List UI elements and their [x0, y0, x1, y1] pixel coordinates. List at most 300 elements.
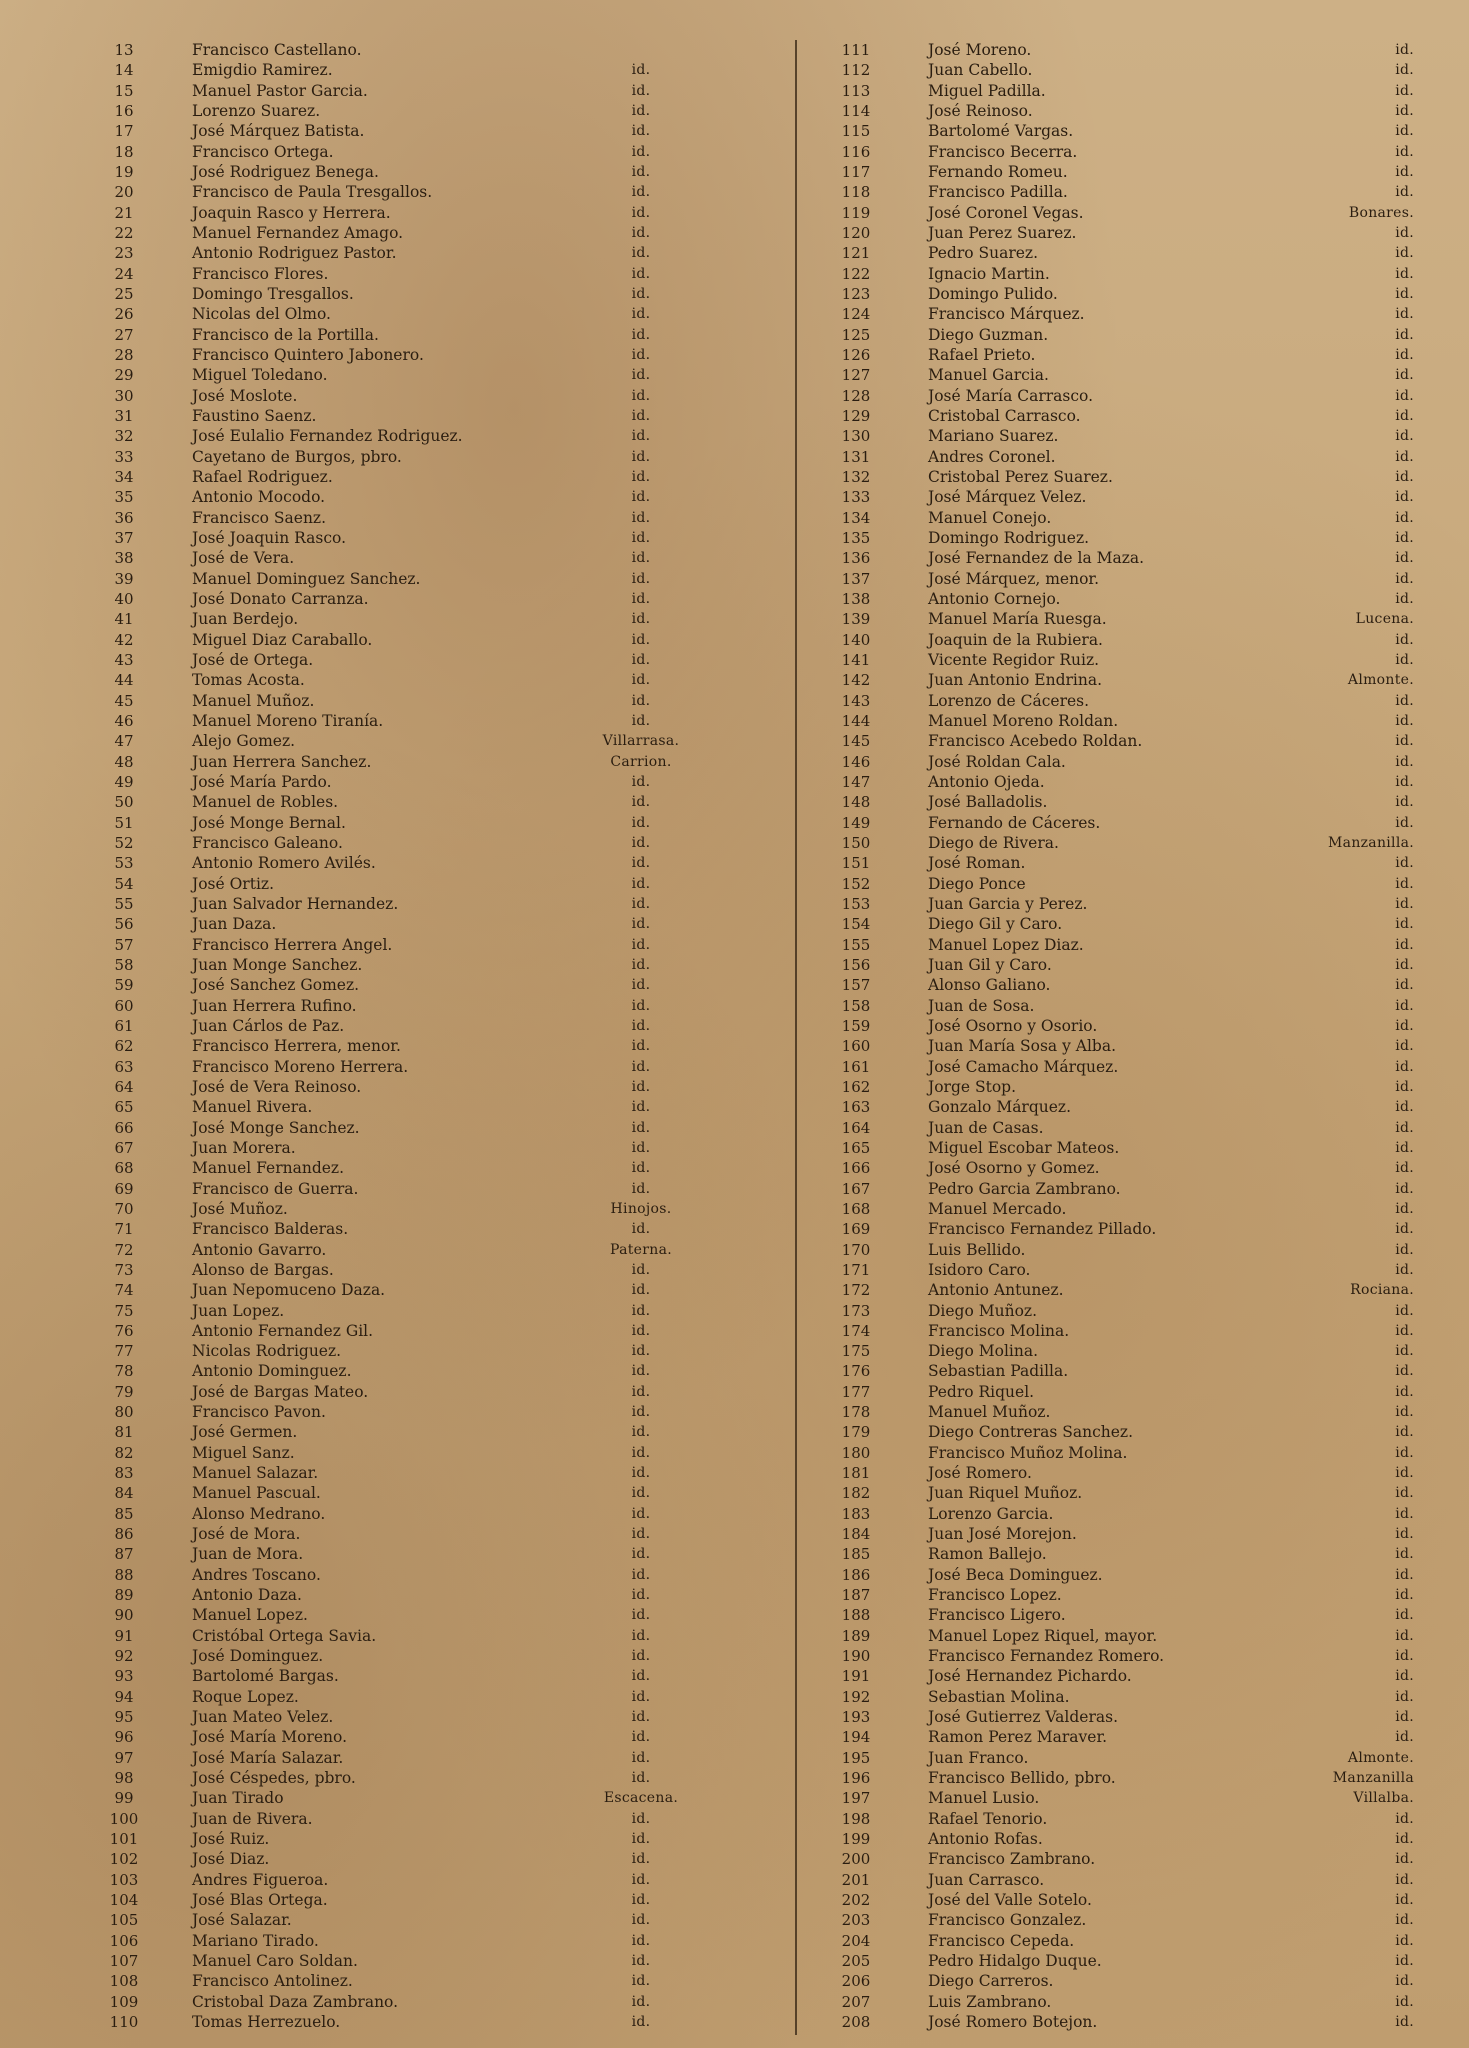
entry-number: 64: [114, 1077, 134, 1096]
place-name: id.: [1395, 570, 1414, 587]
place-name: id.: [1395, 1831, 1414, 1848]
entry-number: 202: [841, 1891, 871, 1910]
place-name: id.: [1395, 753, 1414, 770]
entry-number: 184: [841, 1525, 871, 1544]
list-item: [832, 1402, 1432, 1422]
place-name: id.: [631, 1444, 651, 1461]
place-name: id.: [1395, 245, 1414, 262]
entry-number: 70: [114, 1199, 134, 1218]
list-item: [832, 182, 1432, 202]
place-name: id.: [1395, 1526, 1414, 1543]
list-item: [832, 894, 1432, 914]
place-name: id.: [631, 1587, 651, 1604]
person-name: José Donato Carranza.: [192, 590, 369, 609]
entry-number: 71: [114, 1220, 134, 1239]
entry-number: 166: [841, 1159, 871, 1178]
person-name: Francisco Pavon.: [192, 1403, 326, 1422]
place-name: Almonte.: [1347, 672, 1414, 689]
person-name: Diego de Rivera.: [928, 833, 1059, 852]
entry-number: 111: [841, 41, 871, 60]
person-name: Francisco Balderas.: [192, 1220, 349, 1239]
place-name: id.: [631, 692, 651, 709]
list-item: [832, 1239, 1432, 1259]
place-name: id.: [631, 326, 651, 343]
entry-number: 112: [841, 61, 871, 80]
entry-number: 134: [841, 508, 871, 527]
entry-number: 192: [841, 1687, 871, 1706]
entry-number: 119: [841, 203, 871, 222]
entry-number: 99: [114, 1789, 134, 1808]
list-item: [100, 751, 780, 771]
person-name: Juan de Mora.: [192, 1545, 304, 1564]
list-item: [832, 873, 1432, 893]
place-name: id.: [631, 245, 651, 262]
place-name: id.: [631, 1404, 651, 1421]
place-name: Bonares.: [1348, 204, 1414, 221]
list-item: [832, 1036, 1432, 1056]
list-item: [832, 284, 1432, 304]
entry-number: 14: [114, 61, 134, 80]
place-name: id.: [631, 794, 651, 811]
person-name: Ramon Perez Maraver.: [928, 1728, 1108, 1747]
list-item: [832, 528, 1432, 548]
person-name: José María Moreno.: [192, 1728, 347, 1747]
list-item: [832, 1361, 1432, 1381]
entry-number: 15: [114, 81, 134, 100]
entry-number: 34: [114, 468, 134, 487]
list-item: [832, 1158, 1432, 1178]
place-name: id.: [631, 1688, 651, 1705]
list-item: [832, 1443, 1432, 1463]
entry-number: 140: [841, 630, 871, 649]
entry-number: 118: [841, 183, 871, 202]
list-item: [832, 1666, 1432, 1686]
list-item: [832, 1626, 1432, 1646]
list-item: [100, 670, 780, 690]
place-name: id.: [1395, 489, 1414, 506]
person-name: Francisco Lopez.: [928, 1586, 1062, 1605]
entry-number: 20: [114, 183, 134, 202]
person-name: Miguel Toledano.: [192, 366, 328, 385]
place-name: id.: [1395, 1038, 1414, 1055]
list-item: [832, 304, 1432, 324]
entry-number: 78: [114, 1362, 134, 1381]
person-name: Andres Figueroa.: [192, 1870, 329, 1889]
person-name: José Márquez Batista.: [192, 122, 365, 141]
entry-number: 171: [841, 1260, 871, 1279]
list-item: [832, 1483, 1432, 1503]
person-name: Miguel Escobar Mateos.: [928, 1138, 1120, 1157]
place-name: id.: [631, 1607, 651, 1624]
person-name: Juan Berdejo.: [192, 610, 299, 629]
place-name: id.: [631, 265, 651, 282]
place-name: id.: [1395, 1485, 1414, 1502]
person-name: Diego Muñoz.: [928, 1301, 1037, 1320]
person-name: Nicolas del Olmo.: [192, 305, 331, 324]
entry-number: 38: [114, 549, 134, 568]
place-name: id.: [631, 387, 651, 404]
list-item: [832, 1849, 1432, 1869]
person-name: Manuel de Robles.: [192, 793, 339, 812]
person-name: Francisco Molina.: [928, 1321, 1070, 1340]
list-item: [832, 508, 1432, 528]
place-name: id.: [1395, 712, 1414, 729]
list-item: [832, 1300, 1432, 1320]
list-item: [832, 60, 1432, 80]
list-item: [832, 101, 1432, 121]
person-name: Manuel Muñoz.: [928, 1403, 1051, 1422]
list-item: [100, 995, 780, 1015]
list-item: [100, 812, 780, 832]
list-item: [100, 243, 780, 263]
entry-number: 53: [114, 854, 134, 873]
list-item: [100, 1951, 780, 1971]
entry-number: 45: [114, 691, 134, 710]
entry-number: 191: [841, 1667, 871, 1686]
place-name: id.: [631, 1932, 651, 1949]
place-name: id.: [1395, 1343, 1414, 1360]
place-name: id.: [1395, 814, 1414, 831]
person-name: Fernando de Cáceres.: [928, 813, 1101, 832]
entry-number: 124: [841, 305, 871, 324]
entry-number: 17: [114, 122, 134, 141]
person-name: José de Bargas Mateo.: [192, 1382, 369, 1401]
list-item: [832, 1544, 1432, 1564]
place-name: id.: [631, 997, 651, 1014]
person-name: José Roldan Cala.: [928, 752, 1066, 771]
entry-number: 107: [109, 1952, 139, 1970]
place-name: id.: [1395, 692, 1414, 709]
person-name: José Muñoz.: [192, 1199, 288, 1218]
entry-number: 26: [114, 305, 134, 324]
entry-number: 77: [114, 1342, 134, 1361]
entry-number: 116: [841, 142, 871, 161]
place-name: id.: [1395, 448, 1414, 465]
list-item: [832, 1056, 1432, 1076]
entry-number: 158: [841, 996, 871, 1015]
person-name: José Balladolis.: [928, 793, 1048, 812]
person-name: Miguel Diaz Caraballo.: [192, 630, 373, 649]
entry-number: 152: [841, 874, 871, 893]
entry-number: 197: [841, 1789, 871, 1808]
entry-number: 83: [114, 1464, 134, 1483]
person-name: Domingo Pulido.: [928, 285, 1058, 304]
list-item: [832, 1219, 1432, 1239]
entry-number: 66: [114, 1118, 134, 1137]
list-item: [832, 711, 1432, 731]
place-name: id.: [1395, 1322, 1414, 1339]
person-name: Juan Riquel Muñoz.: [928, 1484, 1083, 1503]
person-name: Antonio Romero Avilés.: [192, 854, 376, 873]
list-item: [832, 81, 1432, 101]
entry-number: 57: [114, 935, 134, 954]
list-item: [100, 589, 780, 609]
person-name: Rafael Prieto.: [928, 346, 1036, 365]
place-name: id.: [631, 773, 651, 790]
entry-number: 102: [109, 1850, 139, 1869]
place-name: id.: [631, 1221, 651, 1238]
entry-number: 47: [114, 732, 134, 751]
entry-number: 133: [841, 488, 871, 507]
place-name: id.: [631, 1322, 651, 1339]
entry-number: 73: [114, 1260, 134, 1279]
place-name: id.: [1395, 225, 1414, 242]
person-name: Luis Bellido.: [928, 1240, 1026, 1259]
list-item: [832, 955, 1432, 975]
place-name: id.: [1395, 1200, 1414, 1217]
entry-number: 49: [114, 772, 134, 791]
person-name: Rafael Tenorio.: [928, 1809, 1048, 1828]
person-name: Pedro Hidalgo Duque.: [928, 1952, 1102, 1970]
list-item: [832, 223, 1432, 243]
entry-number: 153: [841, 894, 871, 913]
list-item: [832, 1829, 1432, 1849]
person-name: Francisco Galeano.: [192, 833, 343, 852]
person-name: José Romero.: [928, 1464, 1032, 1483]
entry-number: 52: [114, 833, 134, 852]
person-name: Alejo Gomez.: [192, 732, 296, 751]
person-name: Ignacio Martin.: [928, 264, 1050, 283]
entry-number: 82: [114, 1443, 134, 1462]
person-name: Juan Antonio Endrina.: [928, 671, 1103, 690]
person-name: José María Carrasco.: [928, 386, 1094, 405]
entry-number: 195: [841, 1748, 871, 1767]
person-name: Joaquin de la Rubiera.: [928, 630, 1103, 649]
person-name: José de Vera Reinoso.: [192, 1077, 362, 1096]
list-item: [100, 691, 780, 711]
entry-number: 86: [114, 1525, 134, 1544]
list-item: [832, 1910, 1432, 1930]
entry-number: 128: [841, 386, 871, 405]
person-name: Antonio Gavarro.: [192, 1240, 327, 1259]
place-name: id.: [631, 1424, 651, 1441]
list-item: [832, 1341, 1432, 1361]
place-name: id.: [631, 611, 651, 628]
entry-number: 145: [841, 732, 871, 751]
place-name: id.: [631, 306, 651, 323]
place-name: id.: [1395, 956, 1414, 973]
list-item: [832, 121, 1432, 141]
place-name: id.: [1395, 1404, 1414, 1421]
person-name: Cristobal Perez Suarez.: [928, 468, 1113, 487]
place-name: id.: [631, 204, 651, 221]
entry-number: 142: [841, 671, 871, 690]
list-item: [100, 914, 780, 934]
list-item: [100, 1138, 780, 1158]
person-name: Faustino Saenz.: [192, 407, 317, 426]
place-name: id.: [1395, 895, 1414, 912]
entry-number: 139: [841, 610, 871, 629]
place-name: id.: [631, 936, 651, 953]
place-name: id.: [631, 1871, 651, 1888]
entry-number: 100: [109, 1809, 139, 1828]
person-name: Francisco Saenz.: [192, 508, 327, 527]
entry-number: 176: [841, 1362, 871, 1381]
entry-number: 89: [114, 1586, 134, 1605]
person-name: Andres Coronel.: [928, 447, 1056, 466]
entry-number: 186: [841, 1565, 871, 1584]
entry-number: 180: [841, 1443, 871, 1462]
list-item: [100, 772, 780, 792]
place-name: id.: [1395, 1912, 1414, 1929]
list-item: [100, 1768, 780, 1788]
list-item: [100, 203, 780, 223]
list-item: [832, 1463, 1432, 1483]
list-item: [100, 650, 780, 670]
list-item: [832, 1768, 1432, 1788]
place-name: id.: [631, 1343, 651, 1360]
person-name: Mariano Suarez.: [928, 427, 1059, 446]
entry-number: 137: [841, 569, 871, 588]
entry-number: 58: [114, 955, 134, 974]
entry-number: 80: [114, 1403, 134, 1422]
person-name: Miguel Padilla.: [928, 81, 1046, 100]
list-item: [100, 731, 780, 751]
entry-number: 55: [114, 894, 134, 913]
place-name: id.: [631, 895, 651, 912]
person-name: Manuel Muñoz.: [192, 691, 315, 710]
entry-number: 96: [114, 1728, 134, 1747]
list-item: [832, 487, 1432, 507]
place-name: id.: [631, 1770, 651, 1787]
place-name: id.: [1395, 1566, 1414, 1583]
list-item: [100, 365, 780, 385]
list-item: [100, 609, 780, 629]
person-name: Manuel Dominguez Sanchez.: [192, 569, 421, 588]
entry-number: 185: [841, 1545, 871, 1564]
entry-number: 125: [841, 325, 871, 344]
person-name: José de Mora.: [192, 1525, 301, 1544]
place-name: id.: [631, 1038, 651, 1055]
entry-number: 196: [841, 1769, 871, 1788]
place-name: id.: [1395, 733, 1414, 750]
place-name: Paterna.: [610, 1241, 672, 1258]
list-item: [100, 1280, 780, 1300]
person-name: Francisco Bellido, pbro.: [928, 1769, 1116, 1788]
place-name: id.: [1395, 1099, 1414, 1116]
entry-number: 22: [114, 224, 134, 243]
list-item: [100, 182, 780, 202]
person-name: José Diaz.: [192, 1850, 270, 1869]
list-item: [100, 792, 780, 812]
list-item: [832, 426, 1432, 446]
list-item: [832, 914, 1432, 934]
entry-number: 108: [109, 1972, 139, 1991]
person-name: José Germen.: [192, 1423, 298, 1442]
place-name: id.: [631, 1851, 651, 1868]
entry-number: 91: [114, 1626, 134, 1645]
entry-number: 37: [114, 529, 134, 548]
person-name: Juan Lopez.: [192, 1301, 285, 1320]
entry-number: 201: [841, 1870, 871, 1889]
entry-number: 98: [114, 1769, 134, 1788]
person-name: José Rodriguez Benega.: [192, 163, 379, 182]
entry-number: 163: [841, 1098, 871, 1117]
entry-number: 105: [109, 1911, 139, 1930]
list-item: [832, 1870, 1432, 1890]
list-item: [832, 650, 1432, 670]
entry-number: 129: [841, 407, 871, 426]
person-name: Juan Cárlos de Paz.: [192, 1016, 345, 1035]
entry-number: 35: [114, 488, 134, 507]
person-name: Cristobal Carrasco.: [928, 407, 1081, 426]
list-item: [100, 345, 780, 365]
person-name: Lorenzo Garcia.: [928, 1504, 1054, 1523]
entry-number: 29: [114, 366, 134, 385]
person-name: Francisco Becerra.: [928, 142, 1078, 161]
list-item: [100, 528, 780, 548]
place-name: id.: [631, 367, 651, 384]
person-name: Alonso Medrano.: [192, 1504, 326, 1523]
list-item: [100, 1809, 780, 1829]
list-item: [100, 40, 780, 60]
person-name: Manuel Pastor Garcia.: [192, 81, 368, 100]
list-item: [100, 386, 780, 406]
person-name: Joaquin Rasco y Herrera.: [192, 203, 391, 222]
place-name: id.: [1395, 1465, 1414, 1482]
entry-number: 59: [114, 976, 134, 995]
place-name: id.: [1395, 82, 1414, 99]
list-item: [100, 1117, 780, 1137]
list-item: [832, 995, 1432, 1015]
place-name: id.: [631, 1546, 651, 1563]
entry-number: 207: [841, 1992, 871, 2011]
list-item: [832, 1585, 1432, 1605]
entry-number: 84: [114, 1484, 134, 1503]
list-item: [832, 467, 1432, 487]
entry-number: 203: [841, 1911, 871, 1930]
place-name: Manzanilla.: [1328, 834, 1414, 851]
place-name: id.: [1395, 855, 1414, 872]
entry-number: 114: [841, 102, 871, 121]
place-name: id.: [1395, 1078, 1414, 1095]
place-name: id.: [1395, 1241, 1414, 1258]
person-name: Francisco Ortega.: [192, 142, 334, 161]
person-name: José Moslote.: [192, 386, 298, 405]
entry-number: 170: [841, 1240, 871, 1259]
person-name: Manuel Fernandez Amago.: [192, 224, 404, 243]
list-item: [100, 447, 780, 467]
entry-number: 198: [841, 1809, 871, 1828]
list-item: [100, 1707, 780, 1727]
list-item: [100, 630, 780, 650]
entry-number: 65: [114, 1098, 134, 1117]
person-name: Nicolas Rodriguez.: [192, 1342, 342, 1361]
list-item: [832, 833, 1432, 853]
person-name: José Dominguez.: [192, 1647, 324, 1666]
list-item: [832, 1707, 1432, 1727]
list-item: [100, 1483, 780, 1503]
list-item: [100, 1910, 780, 1930]
place-name: id.: [631, 62, 651, 79]
place-name: id.: [631, 855, 651, 872]
list-item: [832, 40, 1432, 60]
entry-number: 27: [114, 325, 134, 344]
list-item: [832, 203, 1432, 223]
place-name: id.: [1395, 326, 1414, 343]
entry-number: 51: [114, 813, 134, 832]
entry-number: 127: [841, 366, 871, 385]
place-name: id.: [1395, 1180, 1414, 1197]
person-name: José Márquez Velez.: [928, 488, 1087, 507]
list-item: [832, 1565, 1432, 1585]
person-name: Antonio Rofas.: [928, 1830, 1043, 1849]
person-name: Mariano Tirado.: [192, 1931, 319, 1950]
list-item: [100, 1626, 780, 1646]
column-divider: [795, 40, 797, 2035]
entry-number: 161: [841, 1057, 871, 1076]
person-name: Sebastian Molina.: [928, 1687, 1070, 1706]
